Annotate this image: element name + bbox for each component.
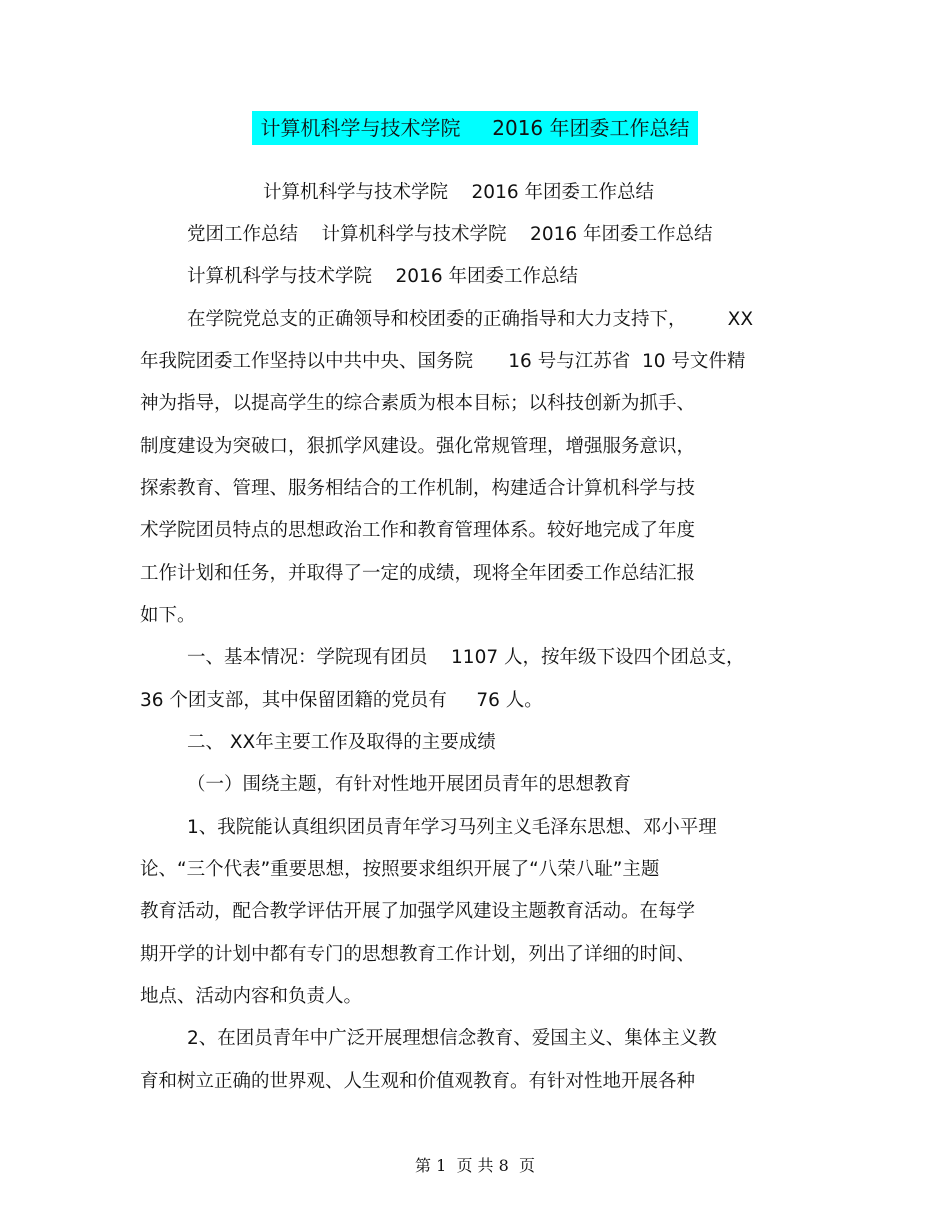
body-line: 制度建设为突破口，狠抓学风建设。强化常规管理，增强服务意识，	[140, 436, 696, 457]
body-line: 论、“三个代表”重要思想，按照要求组织开展了“八荣八耻”主题	[140, 859, 660, 880]
body-line: 1、我院能认真组织团员青年学习马列主义毛泽东思想、邓小平理	[187, 817, 717, 838]
body-line: 育和树立正确的世界观、人生观和价值观教育。有针对性地开展各种	[140, 1071, 696, 1092]
body-line: 术学院团员特点的思想政治工作和教育管理体系。较好地完成了年度	[140, 520, 696, 541]
body-line: 一、基本情况：学院现有团员 1107 人，按年级下设四个团总支，	[187, 647, 745, 668]
body-line: 神为指导，以提高学生的综合素质为根本目标；以科技创新为抓手、	[140, 393, 696, 414]
body-line: 期开学的计划中都有专门的思想教育工作计划，列出了详细的时间、	[140, 944, 696, 965]
page-number-footer: 第 1 页 共 8 页	[415, 1156, 535, 1175]
body-line: 如下。	[140, 605, 196, 626]
section-heading: 二、 XX年主要工作及取得的主要成绩	[187, 732, 496, 753]
body-line: 36 个团支部，其中保留团籍的党员有 76 人。	[140, 690, 543, 711]
body-line: 在学院党总支的正确领导和校团委的正确指导和大力支持下， XX	[187, 309, 754, 330]
body-line: 年我院团委工作坚持以中共中央、国务院 16 号与江苏省 10 号文件精	[140, 351, 746, 372]
document-title: 计算机科学与技术学院 2016 年团委工作总结	[252, 111, 697, 145]
subsection-heading: （一）围绕主题，有针对性地开展团员青年的思想教育	[187, 774, 632, 795]
body-line: 地点、活动内容和负责人。	[140, 986, 363, 1007]
title-wrap	[0, 111, 950, 145]
body-line: 党团工作总结 计算机科学与技术学院 2016 年团委工作总结	[187, 224, 713, 245]
body-line: 教育活动，配合教学评估开展了加强学风建设主题教育活动。在每学	[140, 901, 696, 922]
body-line: 2、在团员青年中广泛开展理想信念教育、爱国主义、集体主义教	[187, 1028, 717, 1049]
body-line: 计算机科学与技术学院 2016 年团委工作总结	[187, 266, 578, 287]
body-line: 工作计划和任务，并取得了一定的成绩，现将全年团委工作总结汇报	[140, 563, 696, 584]
subtitle-line: 计算机科学与技术学院 2016 年团委工作总结	[263, 182, 654, 203]
body-line: 探索教育、管理、服务相结合的工作机制，构建适合计算机科学与技	[140, 478, 696, 499]
